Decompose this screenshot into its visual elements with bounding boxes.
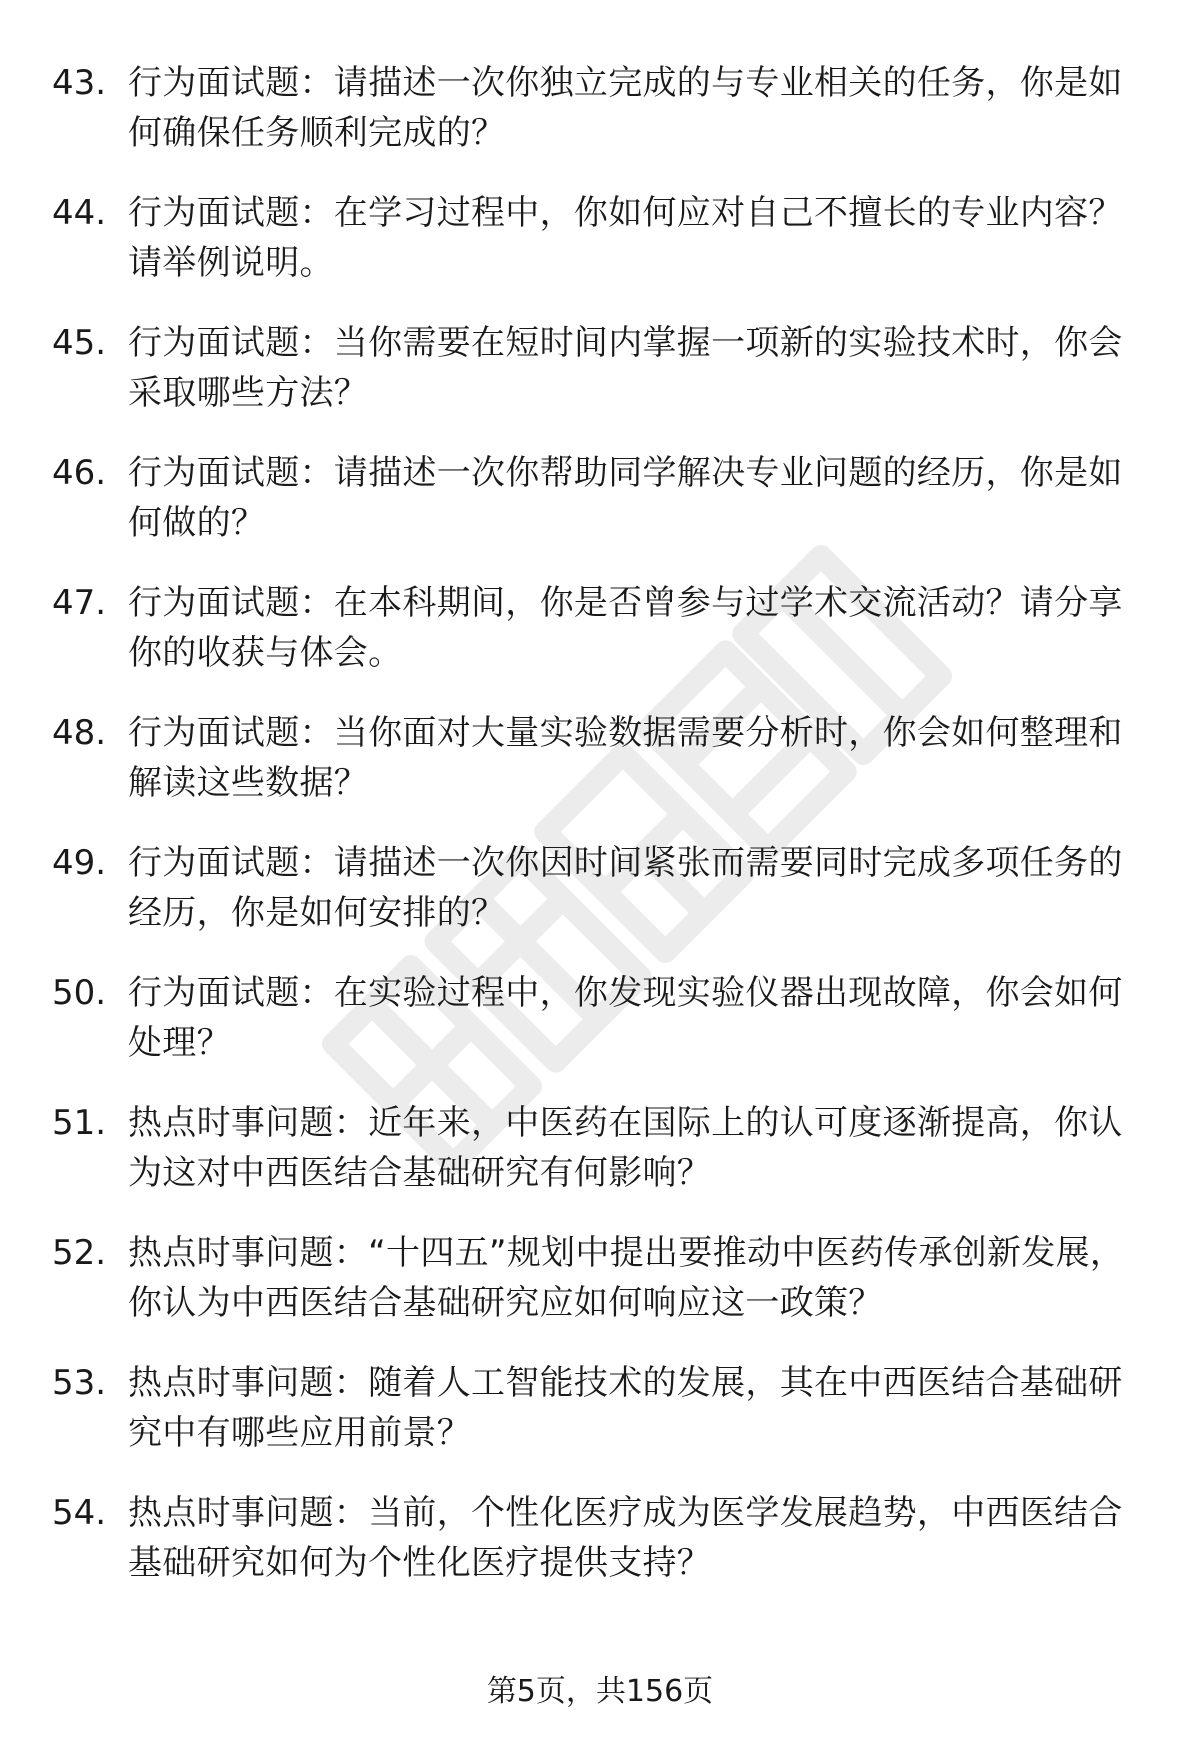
question-number: 46. (52, 453, 107, 493)
list-item (52, 1228, 1152, 1358)
question-text: 热点时事问题：随着人工智能技术的发展，其在中西医结合基础研究中有哪些应用前景？ (128, 1363, 1123, 1453)
question-text: 行为面试题：请描述一次你因时间紧张而需要同时完成多项任务的经历，你是如何安排的？ (128, 843, 1123, 933)
question-number: 49. (52, 843, 107, 883)
question-text: 热点时事问题：“十四五”规划中提出要推动中医药传承创新发展，你认为中西医结合基础研究应如何响应这一政策？ (128, 1233, 1125, 1323)
list-item (52, 1358, 1152, 1488)
question-number: 44. (52, 193, 107, 233)
question-number: 52. (52, 1233, 107, 1273)
question-text: 行为面试题：请描述一次你独立完成的与专业相关的任务，你是如何确保任务顺利完成的？ (128, 63, 1123, 153)
question-list (52, 58, 1152, 1618)
question-number: 51. (52, 1103, 107, 1143)
list-item (52, 578, 1152, 708)
question-number: 45. (52, 323, 107, 363)
list-item (52, 968, 1152, 1098)
list-item (52, 448, 1152, 578)
question-number: 53. (52, 1363, 107, 1403)
question-number: 54. (52, 1493, 107, 1533)
list-item (52, 188, 1152, 318)
question-text: 行为面试题：在实验过程中，你发现实验仪器出现故障，你会如何处理？ (128, 973, 1123, 1063)
list-item (52, 1098, 1152, 1228)
question-number: 50. (52, 973, 107, 1013)
question-number: 47. (52, 583, 107, 623)
question-text: 行为面试题：当你需要在短时间内掌握一项新的实验技术时，你会采取哪些方法？ (128, 323, 1123, 413)
list-item (52, 708, 1152, 838)
question-number: 48. (52, 713, 107, 753)
question-text: 行为面试题：在本科期间，你是否曾参与过学术交流活动？请分享你的收获与体会。 (128, 583, 1123, 673)
question-text: 热点时事问题：近年来，中医药在国际上的认可度逐渐提高，你认为这对中西医结合基础研究有何影响？ (128, 1103, 1123, 1193)
question-number: 43. (52, 63, 107, 103)
question-text: 行为面试题：请描述一次你帮助同学解决专业问题的经历，你是如何做的？ (128, 453, 1123, 543)
list-item (52, 1488, 1152, 1618)
question-text: 热点时事问题：当前，个性化医疗成为医学发展趋势，中西医结合基础研究如何为个性化医疗提供支持？ (128, 1493, 1123, 1583)
page-footer: 第5页，共156页 (486, 1674, 714, 1709)
list-item (52, 318, 1152, 448)
question-text: 行为面试题：当你面对大量实验数据需要分析时，你会如何整理和解读这些数据？ (128, 713, 1123, 803)
list-item (52, 838, 1152, 968)
list-item (52, 58, 1152, 188)
question-text: 行为面试题：在学习过程中，你如何应对自己不擅长的专业内容？请举例说明。 (128, 193, 1123, 283)
